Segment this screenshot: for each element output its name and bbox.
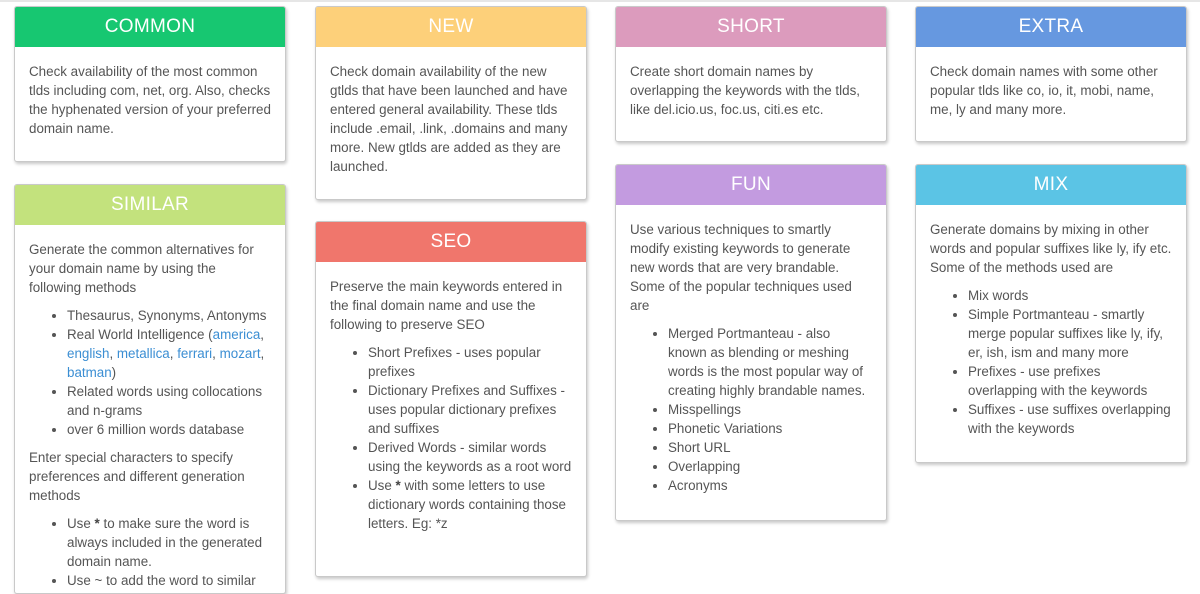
list-item: • Suffixes - use suffixes overlapping with the keywords	[968, 400, 1172, 438]
card-body-extra	[916, 47, 1186, 138]
list-item: • Acronyms	[668, 476, 872, 495]
card-description-2: Enter special characters to specify preferences and different generation methods	[29, 450, 245, 503]
separator: ,	[260, 327, 265, 342]
star-character: *	[395, 478, 401, 493]
card-title-similar: SIMILAR	[15, 185, 285, 225]
example-link-metallica[interactable]: metallica	[116, 346, 170, 361]
methods-list	[930, 286, 1172, 438]
list-item	[368, 476, 572, 533]
card-mix[interactable]	[915, 164, 1187, 463]
card-title-extra: EXTRA	[916, 7, 1186, 47]
card-new[interactable]	[315, 6, 587, 200]
card-title-common: COMMON	[15, 7, 285, 47]
card-common[interactable]	[14, 6, 286, 162]
list-item: • Short Prefixes - uses popular prefixes	[368, 343, 572, 381]
list-item-text: )	[111, 365, 117, 380]
top-divider	[0, 0, 1200, 2]
card-body-short	[616, 47, 886, 138]
list-item-text: with some letters to use dictionary words containing those letters. Eg: *z	[368, 478, 566, 531]
card-body-new	[316, 47, 586, 195]
list-item: • Derived Words - similar words using the keywords as a root word	[368, 438, 572, 476]
list-item: • Misspellings	[668, 400, 872, 419]
separator: ,	[109, 346, 117, 361]
list-item: • Merged Portmanteau - also known as blending or meshing words is the most popular way of creating highly brandable names.	[668, 324, 872, 400]
list-item-text: Real World Intelligence (	[67, 327, 213, 342]
example-link-america[interactable]: america	[212, 327, 261, 342]
list-item: • Phonetic Variations	[668, 419, 872, 438]
methods-list	[29, 306, 271, 439]
card-similar[interactable]	[14, 184, 286, 594]
list-item: • Short URL	[668, 438, 872, 457]
list-item	[67, 325, 271, 382]
list-item: • Prefixes - use prefixes overlapping with the keywords	[968, 362, 1172, 400]
list-item: • Mix words	[968, 286, 1172, 305]
card-description: Generate the common alternatives for your domain name by using the following methods	[29, 242, 254, 295]
card-seo[interactable]	[315, 221, 587, 577]
star-character: *	[94, 516, 100, 531]
card-title-seo: SEO	[316, 222, 586, 262]
card-fun[interactable]	[615, 164, 887, 521]
list-item: • over 6 million words database	[67, 420, 271, 439]
list-item-text: to make sure the word is always included in the generated domain name.	[67, 516, 263, 569]
card-title-fun: FUN	[616, 165, 886, 205]
card-body-seo	[316, 262, 586, 552]
list-item-text: Use	[368, 478, 396, 493]
list-item: • Simple Portmanteau - smartly merge popular suffixes like ly, ify, er, ish, ism and many more	[968, 305, 1172, 362]
card-description: Create short domain names by overlapping the keywords with the tlds, like del.icio.us, foc.us, citi.es etc.	[630, 64, 860, 117]
card-title-mix: MIX	[916, 165, 1186, 205]
special-characters-list	[29, 514, 271, 590]
card-body-fun	[616, 205, 886, 514]
separator: ,	[169, 346, 178, 361]
card-extra[interactable]	[915, 6, 1187, 142]
list-item: • Overlapping	[668, 457, 872, 476]
list-item: • Thesaurus, Synonyms, Antonyms	[67, 306, 271, 325]
card-description: Use various techniques to smartly modify existing keywords to generate new words that are very brandable. Some of the popular techniques used are	[630, 222, 852, 313]
card-description: Check domain names with some other popular tlds like co, io, it, mobi, name, me, ly and many more.	[930, 64, 1158, 117]
card-description: Preserve the main keywords entered in the final domain name and use the following to preserve SEO	[330, 279, 563, 332]
separator: ,	[260, 346, 265, 361]
example-link-english[interactable]: english	[67, 346, 110, 361]
example-link-batman[interactable]: batman	[67, 365, 112, 380]
list-item: • Related words using collocations and n-grams	[67, 382, 271, 420]
card-short[interactable]	[615, 6, 887, 142]
card-title-new: NEW	[316, 7, 586, 47]
list-item: • Dictionary Prefixes and Suffixes - uses popular dictionary prefixes and suffixes	[368, 381, 572, 438]
card-body-similar	[15, 225, 285, 594]
separator: ,	[212, 346, 220, 361]
card-body-mix	[916, 205, 1186, 457]
list-item: • Use ~ to add the word to similar	[67, 571, 271, 590]
card-description: Generate domains by mixing in other words and popular suffixes like ly, ify etc. Some of the methods used are	[930, 222, 1172, 275]
card-description: Check availability of the most common tlds including com, net, org. Also, checks the hyphenated version of your preferred domain name.	[29, 64, 271, 136]
card-title-short: SHORT	[616, 7, 886, 47]
card-body-common	[15, 47, 285, 157]
list-item-text: Use	[67, 516, 95, 531]
example-link-mozart[interactable]: mozart	[219, 346, 261, 361]
list-item	[67, 514, 271, 571]
example-link-ferrari[interactable]: ferrari	[177, 346, 213, 361]
methods-list	[330, 343, 572, 533]
card-description: Check domain availability of the new gtlds that have been launched and have entered general availability. These tlds include .email, .link, .domains and many more. New gtlds are added as they are launched.	[330, 64, 568, 174]
techniques-list	[630, 324, 872, 495]
